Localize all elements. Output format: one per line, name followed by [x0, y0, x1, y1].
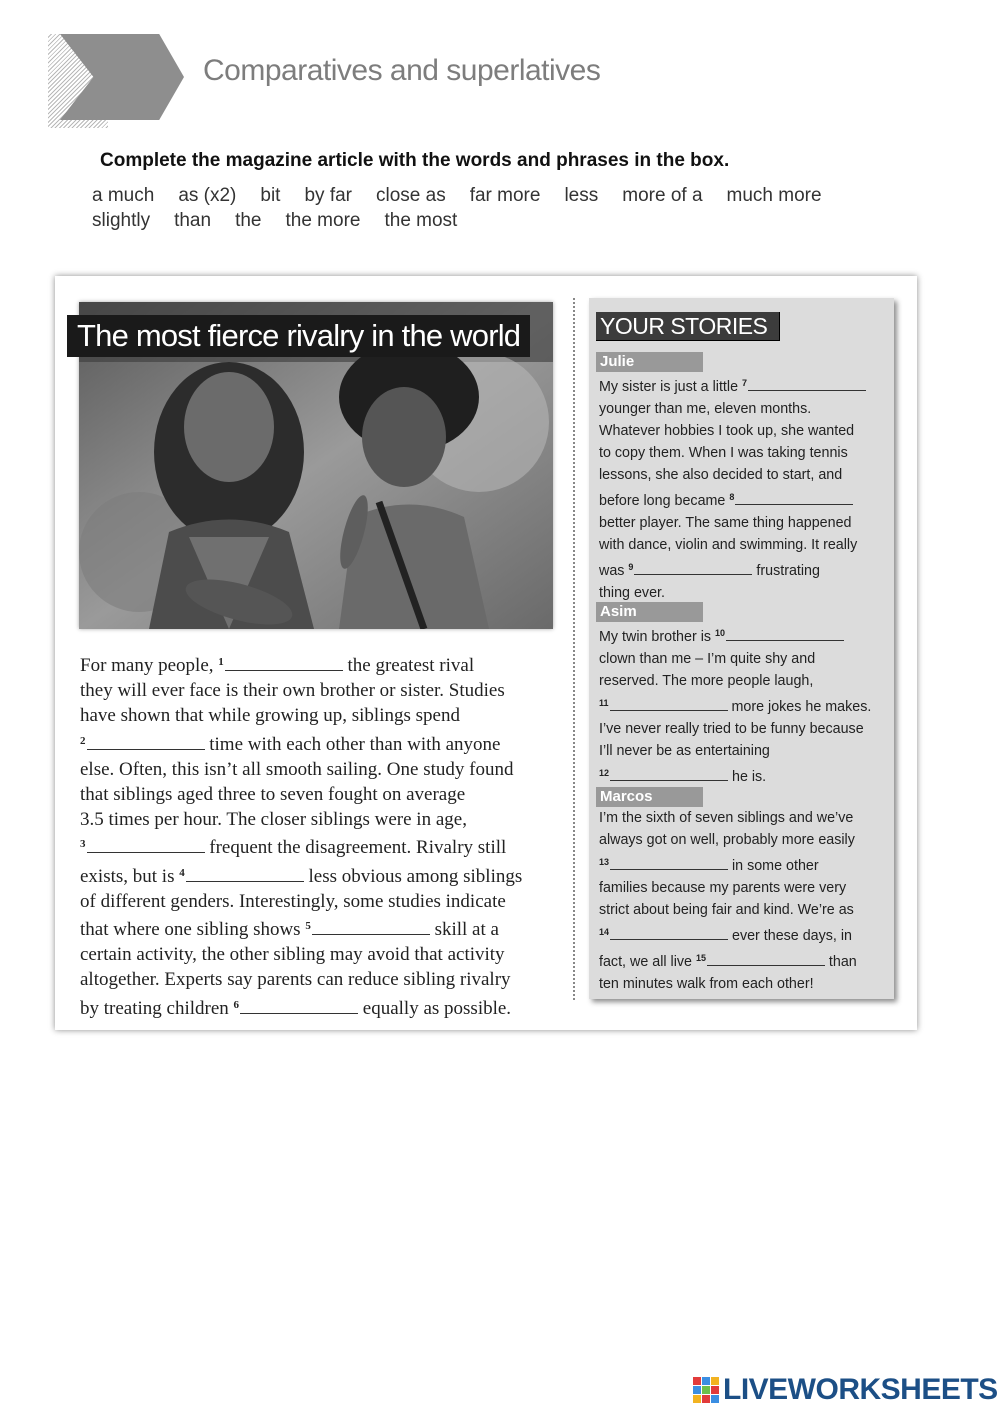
- gap-number: 8: [729, 492, 735, 502]
- text-line: [80, 650, 550, 678]
- line-text: equally as possible.: [358, 997, 512, 1019]
- text-line: I’m the sixth of seven siblings and we’ve: [599, 810, 854, 826]
- line-text: skill at a: [429, 919, 499, 941]
- gap-blank-input[interactable]: [225, 669, 343, 671]
- gap-number: 13: [599, 857, 610, 867]
- text-line: [599, 921, 889, 947]
- gap-blank-input[interactable]: [748, 389, 866, 391]
- line-text: fact, we all live: [599, 954, 696, 970]
- gap-blank-input[interactable]: [610, 938, 728, 940]
- text-line: certain activity, the other sibling may avoid that activity: [80, 944, 505, 966]
- text-line: [599, 622, 889, 648]
- text-line: [80, 914, 550, 942]
- line-text: was: [599, 563, 629, 579]
- text-line: with dance, violin and swimming. It really: [599, 537, 858, 553]
- text-line: [599, 556, 889, 582]
- text-line: I’ve never really tried to be funny because: [599, 721, 864, 737]
- text-line: 3.5 times per hour. The closer siblings were in age,: [80, 809, 467, 831]
- word-box-item: more of a: [622, 185, 703, 206]
- gap-blank-input[interactable]: [726, 639, 844, 641]
- story-text: [599, 372, 889, 604]
- line-text: For many people,: [80, 655, 219, 676]
- text-line: [80, 861, 550, 889]
- word-box-item: as (x2): [178, 185, 237, 206]
- word-box-item: the: [235, 210, 262, 231]
- word-box-item: less: [564, 185, 599, 206]
- text-line: to copy them. When I was taking tennis: [599, 445, 848, 461]
- text-line: always got on well, probably more easily: [599, 832, 855, 848]
- text-line: [599, 372, 889, 398]
- gap-blank-input[interactable]: [186, 880, 304, 882]
- word-box-item: a much: [92, 185, 155, 206]
- story-text: [599, 622, 889, 788]
- line-text: than: [824, 954, 857, 970]
- story-name-tag: Marcos: [596, 787, 703, 807]
- gap-blank-input[interactable]: [87, 851, 205, 853]
- text-line: thing ever.: [599, 585, 665, 601]
- article-body: [80, 650, 550, 1021]
- line-text: before long became: [599, 493, 730, 509]
- text-line: else. Often, this isn’t all smooth sailing. One study found: [80, 758, 514, 780]
- text-line: lessons, she also decided to start, and: [599, 467, 843, 483]
- text-line: strict about being fair and kind. We’re as: [599, 902, 854, 918]
- line-text: frequent the disagreement. Rivalry still: [204, 837, 507, 859]
- text-line: altogether. Experts say parents can reduce sibling rivalry: [80, 969, 511, 991]
- gap-number: 1: [218, 656, 224, 668]
- gap-blank-input[interactable]: [735, 503, 853, 505]
- line-text: in some other: [728, 858, 819, 874]
- text-line: [599, 947, 889, 973]
- story-name-tag: Asim: [596, 602, 703, 622]
- line-text: My sister is just a little: [599, 379, 742, 395]
- line-text: more jokes he makes.: [727, 699, 872, 715]
- text-line: [80, 993, 550, 1021]
- word-box-item: by far: [304, 185, 352, 206]
- gap-blank-input[interactable]: [240, 1012, 358, 1014]
- text-line: Whatever hobbies I took up, she wanted: [599, 423, 855, 439]
- word-box-item: the more: [285, 210, 361, 231]
- text-line: clown than me – I’m quite shy and: [599, 651, 816, 667]
- gap-number: 9: [628, 562, 634, 572]
- word-box: [92, 183, 872, 233]
- line-text: that where one sibling shows: [80, 919, 306, 941]
- story-name-tag: Julie: [596, 352, 703, 372]
- word-box-item: far more: [469, 185, 541, 206]
- text-line: they will ever face is their own brother or sister. Studies: [80, 680, 505, 702]
- text-line: have shown that while growing up, siblings spend: [80, 705, 460, 727]
- gap-number: 4: [179, 866, 185, 879]
- word-box-item: slightly: [92, 210, 151, 231]
- text-line: ten minutes walk from each other!: [599, 976, 814, 992]
- your-stories-heading: YOUR STORIES: [596, 312, 780, 341]
- word-box-item: much more: [726, 185, 822, 206]
- logo-text: LIVEWORKSHEETS: [723, 1373, 998, 1406]
- gap-blank-input[interactable]: [610, 709, 728, 711]
- line-text: by treating children: [80, 997, 234, 1019]
- text-line: families because my parents were very: [599, 880, 847, 896]
- line-text: he is.: [728, 769, 767, 785]
- gap-number: 3: [80, 838, 86, 851]
- word-box-item: bit: [260, 185, 281, 206]
- line-text: exists, but is: [80, 865, 180, 887]
- gap-number: 7: [742, 378, 748, 388]
- gap-blank-input[interactable]: [312, 933, 430, 935]
- column-divider: [573, 298, 575, 1000]
- liveworksheets-logo: [693, 1374, 998, 1406]
- article-headline: The most fierce rivalry in the world: [67, 315, 530, 357]
- text-line: [599, 692, 889, 718]
- gap-number: 15: [695, 953, 706, 963]
- text-line: younger than me, eleven months.: [599, 401, 812, 417]
- gap-number: 11: [599, 698, 609, 708]
- text-line: of different genders. Interestingly, some studies indicate: [80, 890, 506, 912]
- line-text: less obvious among siblings: [303, 865, 523, 887]
- text-line: [599, 851, 889, 877]
- story-text: [599, 807, 889, 995]
- text-line: that siblings aged three to seven fought on average: [80, 784, 466, 806]
- text-line: [599, 486, 889, 512]
- gap-blank-input[interactable]: [634, 573, 752, 575]
- line-text: My twin brother is: [599, 629, 715, 645]
- line-text: ever these days, in: [728, 928, 852, 944]
- gap-number: 12: [599, 768, 610, 778]
- gap-blank-input[interactable]: [610, 868, 728, 870]
- line-text: time with each other than with anyone: [204, 733, 501, 755]
- text-line: reserved. The more people laugh,: [599, 673, 814, 689]
- text-line: I’ll never be as entertaining: [599, 743, 770, 759]
- gap-number: 14: [599, 927, 610, 937]
- text-line: [80, 832, 550, 860]
- gap-number: 6: [233, 998, 240, 1011]
- gap-blank-input[interactable]: [610, 779, 728, 781]
- gap-blank-input[interactable]: [87, 748, 205, 750]
- line-text: frustrating: [752, 563, 820, 579]
- liveworksheets-logo-icon: [693, 1377, 719, 1403]
- gap-number: 5: [305, 920, 311, 933]
- word-box-item: close as: [376, 185, 446, 206]
- gap-number: 2: [80, 734, 86, 747]
- text-line: [80, 729, 550, 757]
- text-line: better player. The same thing happened: [599, 515, 852, 531]
- word-box-item: the most: [384, 210, 458, 231]
- instruction-text: Complete the magazine article with the words and phrases in the box.: [100, 150, 730, 171]
- gap-number: 10: [715, 628, 726, 638]
- line-text: the greatest rival: [342, 655, 475, 676]
- page-title: Comparatives and superlatives: [203, 54, 601, 87]
- word-box-item: than: [174, 210, 212, 231]
- text-line: [599, 762, 889, 788]
- gap-blank-input[interactable]: [707, 964, 825, 966]
